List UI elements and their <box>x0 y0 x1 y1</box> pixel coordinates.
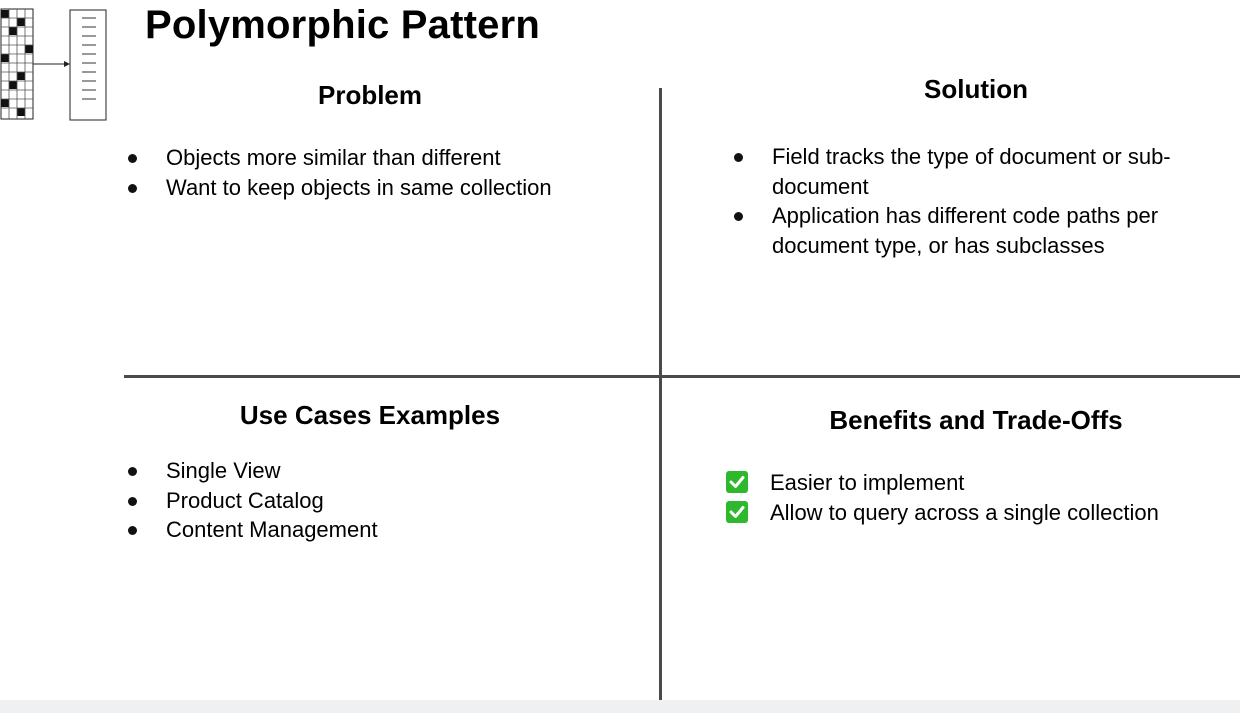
problem-heading: Problem <box>317 80 423 110</box>
problem-list <box>124 143 644 202</box>
benefits-heading: Benefits and Trade-Offs <box>829 405 1123 435</box>
list-item-text: Application has different code paths per document type, or has subclasses <box>772 203 1159 258</box>
green-checkmark-icon <box>726 501 748 523</box>
bullet-dot <box>128 184 137 193</box>
bullet-dot <box>128 497 137 506</box>
list-item-text: Easier to implement <box>770 470 965 495</box>
list-item <box>124 515 644 545</box>
list-item <box>124 143 644 173</box>
list-item <box>726 468 1159 498</box>
list-item-text: Want to keep objects in same collection <box>166 174 552 200</box>
list-item <box>730 142 1202 201</box>
list-item-text: Field tracks the type of document or sub-document <box>772 144 1171 199</box>
list-item <box>124 173 644 203</box>
list-item <box>730 201 1240 260</box>
bullet-dot <box>128 467 137 476</box>
bullet-dot <box>734 212 743 221</box>
list-item <box>124 486 644 516</box>
list-item <box>726 498 1159 528</box>
list-item-text: Content Management <box>166 517 378 542</box>
slide-title: Polymorphic Pattern <box>145 3 540 47</box>
vertical-divider <box>659 88 662 700</box>
grid-to-document-icon <box>0 8 108 121</box>
bullet-dot <box>128 154 137 163</box>
bullet-dot <box>128 526 137 535</box>
green-checkmark-icon <box>726 471 748 493</box>
bottom-strip <box>0 700 1240 713</box>
list-item <box>124 456 644 486</box>
list-item-text: Single View <box>166 458 281 483</box>
solution-list <box>730 142 1230 260</box>
use-cases-list <box>124 456 644 545</box>
bullet-dot <box>734 153 743 162</box>
list-item-text: Allow to query across a single collection <box>770 500 1159 525</box>
list-item-text: Product Catalog <box>166 487 324 513</box>
list-item-text: Objects more similar than different <box>166 145 501 170</box>
solution-heading: Solution <box>924 74 1028 104</box>
horizontal-divider <box>124 375 1240 378</box>
use-cases-heading: Use Cases Examples <box>239 400 501 430</box>
benefits-list <box>726 468 1159 528</box>
